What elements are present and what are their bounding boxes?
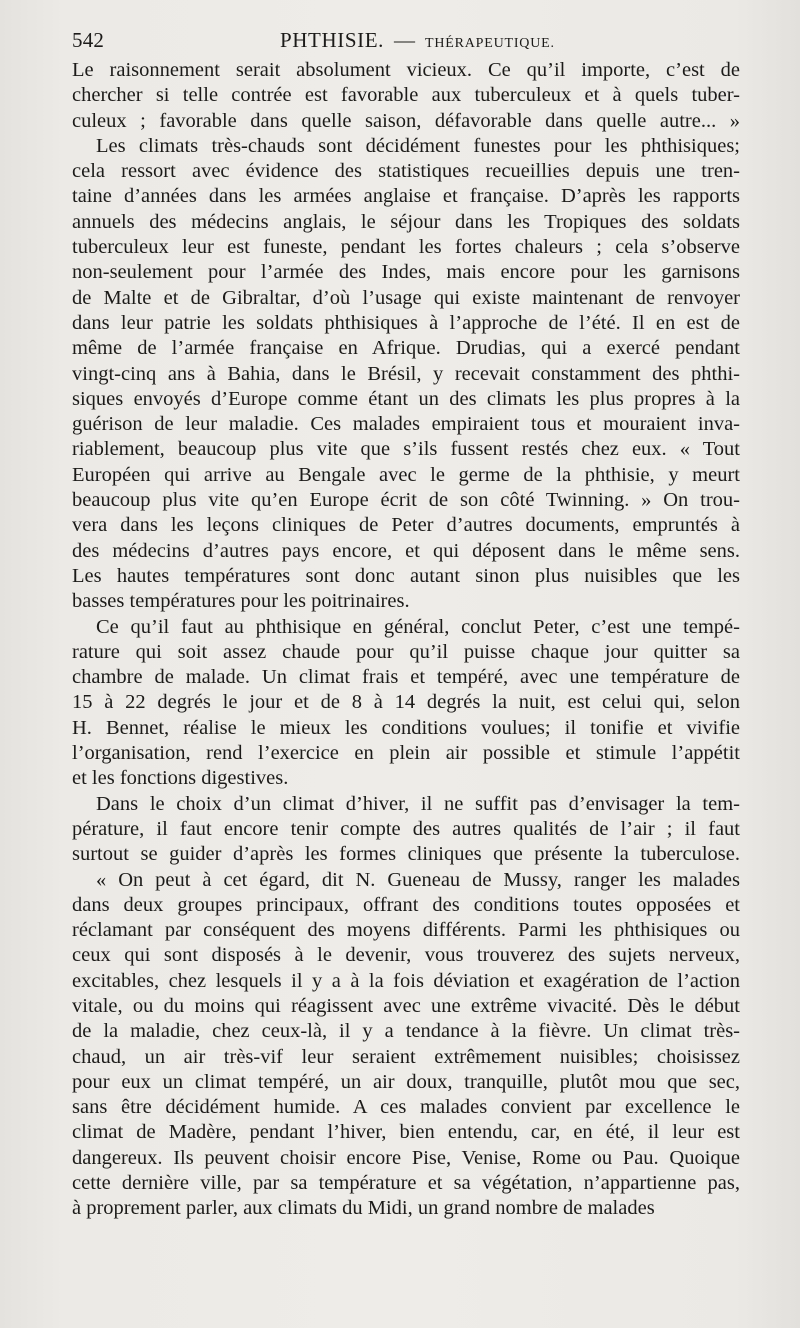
text-line: et les fonctions digestives. [72, 767, 289, 790]
text-line: H. Bennet, réalise le mieux les conditions voulues; il tonifie et vivifie [72, 716, 740, 739]
text-line: « On peut à cet égard, dit N. Gueneau de Mussy, ranger les malades [96, 868, 740, 891]
text-line: riablement, beaucoup plus vite que s’ils fussent restés chez eux. « Tout [72, 438, 740, 461]
text-line: Ce qu’il faut au phthisique en général, conclut Peter, c’est une tempé- [96, 615, 740, 638]
text-line: Dans le choix d’un climat d’hiver, il ne suffit pas d’envisager la tem- [96, 792, 740, 815]
text-line: cette dernière ville, par sa température et sa végétation, n’appartienne pas, [72, 1172, 740, 1195]
text-line: surtout se guider d’après les formes cliniques que présente la tuberculose. [72, 843, 740, 866]
text-line: chercher si telle contrée est favorable aux tuberculeux et à quels tuber- [72, 84, 740, 107]
text-line: climat de Madère, pendant l’hiver, bien entendu, car, en été, il leur est [72, 1121, 740, 1144]
text-line: excitables, chez lesquels il y a à la fois déviation et exagération de l’action [72, 969, 740, 992]
text-line: même de l’armée française en Afrique. Drudias, qui a exercé pendant [72, 337, 740, 360]
text-line: pour eux un climat tempéré, un air doux, tranquille, plutôt mou que sec, [72, 1070, 740, 1093]
text-line: à proprement parler, aux climats du Midi, un grand nombre de malades [72, 1197, 655, 1220]
text-line: de Malte et de Gibraltar, d’où l’usage qui existe maintenant de renvoyer [72, 286, 740, 309]
running-subtitle: THÉRAPEUTIQUE. [424, 36, 555, 51]
text-line: culeux ; favorable dans quelle saison, défavorable dans quelle autre... » [72, 109, 740, 132]
text-line: réclamant par conséquent des moyens différents. Parmi les phthisiques ou [72, 919, 740, 942]
text-line: taine d’années dans les armées anglaise et française. D’après les rapports [72, 185, 740, 208]
text-line: l’organisation, rend l’exercice en plein air possible et stimule l’appétit [72, 742, 740, 765]
text-line: de la maladie, chez ceux-là, il y a tendance à la fièvre. Un climat très- [72, 1020, 740, 1043]
text-line: 15 à 22 degrés le jour et de 8 à 14 degrés la nuit, est celui qui, selon [72, 691, 740, 714]
text-line: dans leur patrie les soldats phthisiques à l’approche de l’été. Il en est de [72, 311, 740, 334]
running-header [72, 28, 742, 58]
text-line: rature qui soit assez chaude pour qu’il puisse chaque jour quitter sa [72, 640, 740, 663]
text-line: annuels des médecins anglais, le séjour dans les Tropiques des soldats [72, 210, 740, 233]
text-line: Les hautes températures sont donc autant sinon plus nuisibles que les [72, 564, 740, 587]
header-dash: — [393, 28, 415, 52]
text-line: vingt-cinq ans à Bahia, dans le Brésil, y recevait constamment des phthi- [72, 362, 740, 385]
text-line: guérison de leur maladie. Ces malades empiraient tous et mouraient inva- [72, 413, 740, 436]
text-line: des médecins d’autres pays encore, et qui déposent dans le même sens. [72, 539, 740, 562]
text-line: siques envoyés d’Europe comme étant un des climats les plus propres à la [72, 387, 740, 410]
body-text [72, 58, 740, 1222]
text-line: tuberculeux leur est funeste, pendant les fortes chaleurs ; cela s’observe [72, 236, 740, 259]
text-line: dangereux. Ils peuvent choisir encore Pise, Venise, Rome ou Pau. Quoique [72, 1146, 740, 1169]
text-line: basses températures pour les poitrinaires. [72, 590, 410, 613]
text-line: Les climats très-chauds sont décidément funestes pour les phthisiques; [96, 134, 740, 157]
running-head [280, 28, 555, 53]
page-number: 542 [72, 28, 105, 52]
text-line: chaud, un air très-vif leur seraient extrêmement nuisibles; choisissez [72, 1045, 740, 1068]
text-line: non-seulement pour l’armée des Indes, mais encore pour les garnisons [72, 261, 740, 284]
text-line: sans être décidément humide. A ces malades convient par excellence le [72, 1096, 740, 1119]
text-line: cela ressort avec évidence des statistiques recueillies depuis une tren- [72, 160, 740, 183]
text-line: Le raisonnement serait absolument vicieux. Ce qu’il importe, c’est de [72, 59, 740, 81]
text-line: beaucoup plus vite qu’en Europe écrit de son côté Twinning. » On trou- [72, 489, 740, 512]
text-line: vera dans les leçons cliniques de Peter d’autres documents, empruntés à [72, 514, 740, 537]
running-title: PHTHISIE. [280, 28, 384, 52]
text-line: pérature, il faut encore tenir compte des autres qualités de l’air ; il faut [72, 817, 740, 840]
text-line: Européen qui arrive au Bengale avec le germe de la phthisie, y meurt [72, 463, 740, 486]
text-line: chambre de malade. Un climat frais et tempéré, avec une température de [72, 666, 740, 689]
text-line: dans deux groupes principaux, offrant des conditions toutes opposées et [72, 893, 740, 916]
text-line: vitale, ou du moins qui réagissent avec une extrême vivacité. Dès le début [72, 994, 740, 1017]
text-line: ceux qui sont disposés à le devenir, vous trouverez des sujets nerveux, [72, 944, 740, 967]
